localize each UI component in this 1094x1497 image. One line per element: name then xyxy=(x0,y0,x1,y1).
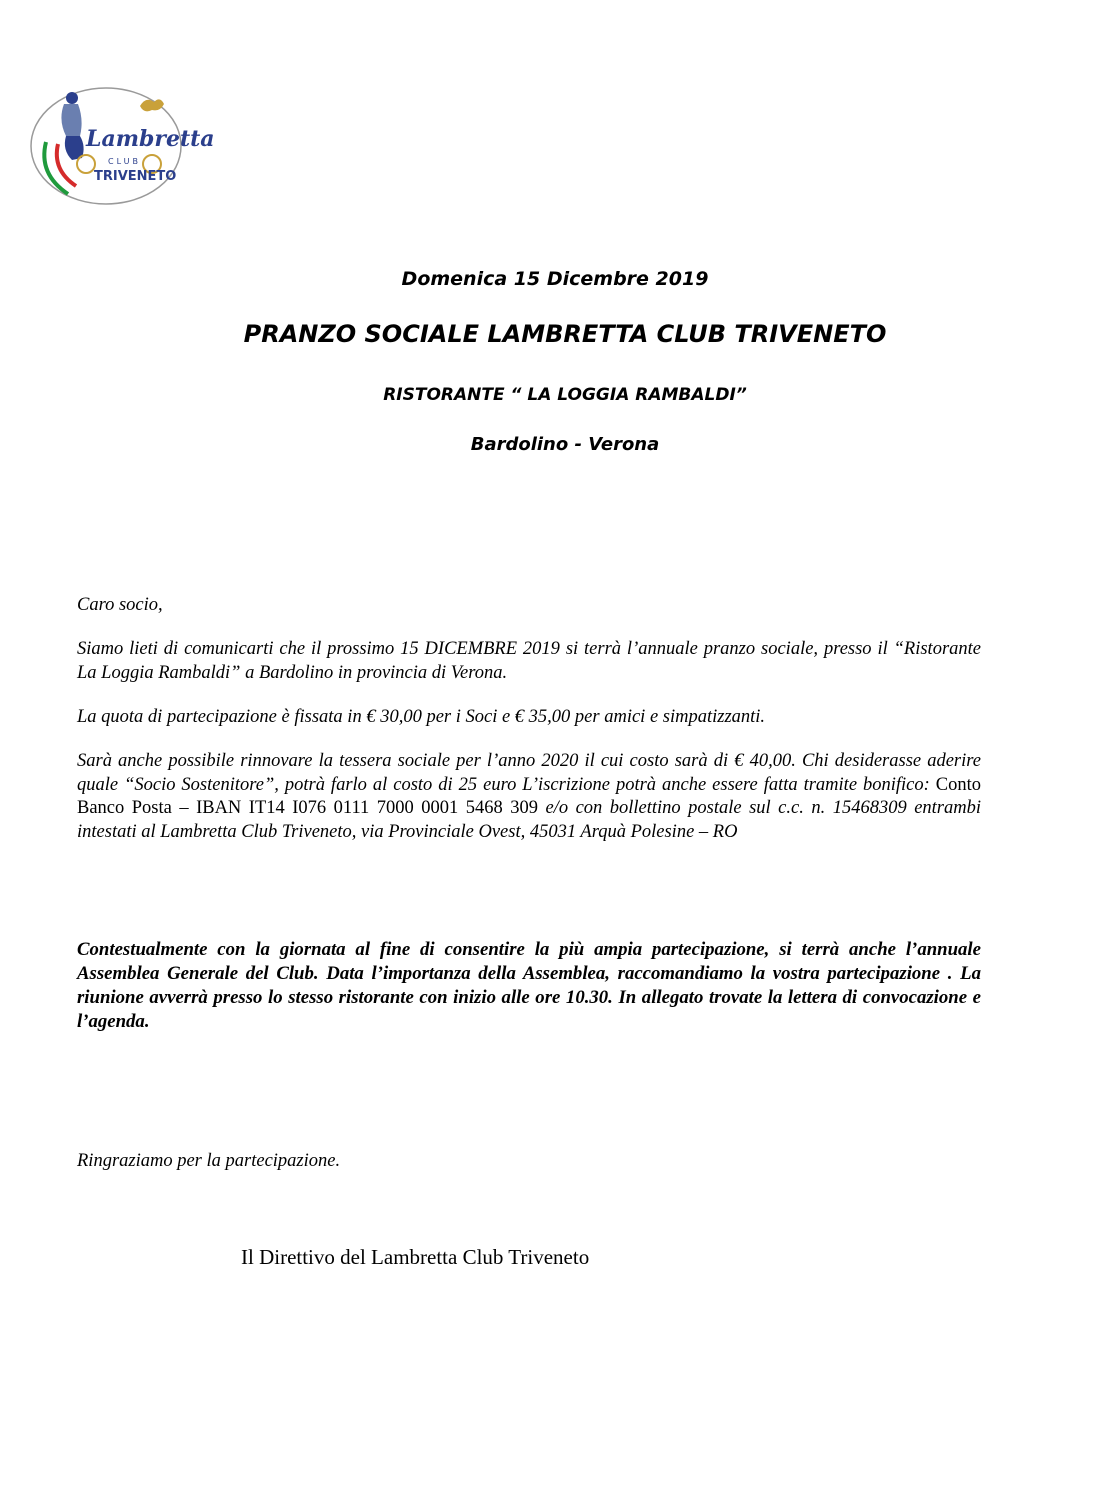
letter-thanks: Ringraziamo per la partecipazione. xyxy=(77,1151,341,1171)
logo-region-text: TRIVENETO xyxy=(94,169,177,184)
letter-greeting: Caro socio, xyxy=(77,595,163,615)
event-title: PRANZO SOCIALE LAMBRETTA CLUB TRIVENETO xyxy=(243,320,887,348)
event-restaurant: RISTORANTE “ LA LOGGIA RAMBALDI” xyxy=(383,385,747,405)
letter-intro-paragraph: Siamo lieti di comunicarti che il prossimo 15 DICEMBRE 2019 si terrà l’annuale pranzo sociale, presso il “Ristorante La Loggia Rambaldi” a Bardolino in provincia di Verona. xyxy=(77,639,981,683)
letter-membership-paragraph xyxy=(77,750,981,844)
bank-account-info: Conto Banco Posta – IBAN IT14 I076 0111 7000 0001 5468 309 xyxy=(77,774,981,818)
event-date: Domenica 15 Dicembre 2019 xyxy=(401,268,709,290)
membership-text-part1: Sarà anche possibile rinnovare la tessera sociale per l’anno 2020 il cui costo sarà di € 40,00. Chi desiderasse aderire quale “Socio Sostenitore”, potrà farlo al costo di 25 euro L’iscrizione potrà anche essere fatta tramite bonifico: xyxy=(77,751,981,795)
membership-text-part2: e/o con bollettino postale sul c.c. n. 15468309 entrambi intestati al Lambretta Club Triveneto, via Provinciale Ovest, 45031 Arquà Polesine – RO xyxy=(77,798,981,842)
lambretta-club-emblem-icon xyxy=(28,84,215,208)
letter-assembly-paragraph: Contestualmente con la giornata al fine di consentire la più ampia partecipazione, si terrà anche l’annuale Assemblea Generale del Club. Data l’importanza della Assemblea, raccomandiamo la vostra partecipazione . La riunione avverrà presso lo stesso ristorante con inizio alle ore 10.30. In allegato trovate la lettera di convocazione e l’agenda. xyxy=(77,939,981,1032)
event-location: Bardolino - Verona xyxy=(470,434,660,455)
letter-quota-paragraph: La quota di partecipazione è fissata in € 30,00 per i Soci e € 35,00 per amici e simpatizzanti. xyxy=(77,707,766,727)
logo-club-text: CLUB xyxy=(108,157,141,166)
club-logo xyxy=(28,84,215,208)
logo-brand-text: Lambretta xyxy=(86,126,215,152)
letter-signature: Il Direttivo del Lambretta Club Triveneto xyxy=(241,1245,590,1269)
